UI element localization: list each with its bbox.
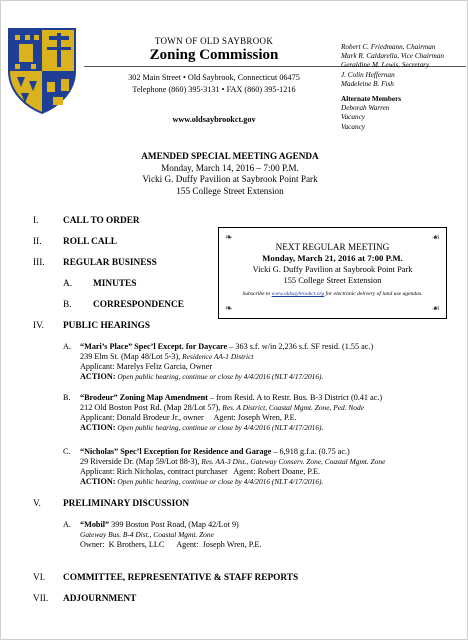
town-seal-logo	[7, 27, 77, 115]
hearing-address: 212 Old Boston Post Rd. (Map 28/Lot 57),	[80, 403, 221, 412]
agenda-street: 155 College Street Extension	[176, 185, 284, 196]
section-number: VI.	[33, 573, 46, 583]
subscribe-suffix: for electronic delivery of land use agendas.	[325, 291, 423, 297]
hearing-address: 29 Riverside Dr. (Map 59/Lot 88-3),	[80, 457, 200, 466]
agenda-date: Monday, March 14, 2016 – 7:00 P.M.	[161, 162, 299, 173]
hearing-name: “Brodeur” Zoning Map Amendment	[80, 393, 208, 402]
members-list	[341, 43, 466, 132]
member-name: Robert C. Friedmann, Chairman	[341, 43, 436, 51]
action-label: ACTION:	[80, 477, 116, 486]
section-adjournment: ADJOURNMENT	[63, 594, 137, 604]
town-name: TOWN OF OLD SAYBROOK	[154, 36, 274, 46]
section-number: II.	[33, 237, 42, 247]
ornament-icon: ☙	[431, 232, 440, 242]
office-phone: Telephone (860) 395-3131 • FAX (860) 395-1216	[132, 85, 296, 94]
discussion-owner: Owner: K Brothers, LLC Agent: Joseph Wren, P.E.	[80, 540, 262, 549]
hearing-applicant: Applicant: Marelys Feliz Garcia, Owner	[80, 362, 213, 371]
member-name: Geraldine M. Lewis, Secretary	[341, 61, 430, 70]
subsection-letter: B.	[63, 300, 72, 310]
subscribe-link[interactable]: www.oldsaybrookct.org	[271, 291, 325, 297]
section-number: IV.	[33, 321, 44, 331]
hearing-letter: B.	[63, 393, 71, 402]
section-call-to-order: CALL TO ORDER	[63, 216, 140, 226]
subscribe-prefix: Subscribe to	[242, 291, 271, 297]
agenda-location: Vicki G. Duffy Pavilion at Saybrook Point Park	[142, 174, 318, 184]
hearing-zone: Res. AA-3 Dist., Gateway Conserv. Zone, Coastal Mgmt. Zone	[199, 457, 386, 466]
discussion-item	[80, 520, 440, 550]
next-meeting-box	[218, 227, 447, 319]
hearing-desc: – 6,918 g.f.a. (0.75 ac.)	[271, 447, 350, 456]
section-roll-call: ROLL CALL	[63, 237, 117, 247]
discussion-letter: A.	[63, 520, 71, 529]
hearing-zone: Res. A District, Coastal Mgmt. Zone, Ped. Node	[220, 403, 364, 412]
hearing-letter: A.	[63, 342, 71, 351]
agenda-header	[40, 151, 420, 197]
section-number: I.	[33, 216, 39, 226]
hearing-name: “Nicholas” Spec’l Exception for Residence and Garage	[80, 447, 272, 456]
office-address: 302 Main Street • Old Saybrook, Connecticut 06475	[128, 73, 300, 82]
discussion-zone: Gateway Bus. B-4 Dist., Coastal Mgmt. Zone	[80, 530, 214, 539]
section-number: V.	[33, 499, 41, 509]
member-name: Madeleine B. Fish	[341, 79, 394, 88]
subsection-correspondence: CORRESPONDENCE	[93, 300, 184, 310]
next-meeting-heading: NEXT REGULAR MEETING	[275, 242, 390, 252]
action-label: ACTION:	[80, 372, 116, 381]
alternate-name: Deborah Warren	[341, 104, 390, 113]
subsection-letter: A.	[63, 279, 73, 289]
member-name: Mark R. Caldarella, Vice Chairman	[341, 52, 445, 61]
action-label: ACTION:	[80, 423, 116, 432]
hearing-name: “Mari’s Place” Spec’l Except. for Daycare	[80, 342, 228, 351]
section-number: III.	[33, 258, 45, 268]
hearing-desc: – 363 s.f. w/in 2,236 s.f. SF resid. (1.55 ac.)	[227, 342, 374, 351]
member-name: J. Colin Heffernan	[341, 70, 395, 79]
discussion-name: “Mobil”	[80, 520, 110, 529]
hearing-action: Open public hearing, continue or close by 4/4/2016 (NLT 4/17/2016).	[115, 372, 324, 381]
ornament-icon: ❧	[225, 303, 233, 313]
hearing-action: Open public hearing, continue or close by 4/4/2016 (NLT 4/17/2016).	[115, 423, 324, 432]
agenda-title: AMENDED SPECIAL MEETING AGENDA	[141, 151, 319, 161]
alternate-name: Vacancy	[341, 122, 365, 131]
hearing-zone: Residence AA-1 District	[180, 352, 254, 361]
subsection-minutes: MINUTES	[93, 279, 137, 289]
next-meeting-location: Vicki G. Duffy Pavilion at Saybrook Point Park	[252, 265, 413, 274]
hearing-item	[80, 342, 460, 382]
hearing-letter: C.	[63, 447, 71, 456]
discussion-desc: 399 Boston Post Road, (Map 42/Lot 9)	[109, 520, 239, 529]
commission-title: Zoning Commission	[149, 47, 279, 63]
alternates-heading: Alternate Members	[341, 95, 402, 104]
section-public-hearings: PUBLIC HEARINGS	[63, 321, 151, 331]
hearing-item	[80, 393, 460, 433]
section-regular-business: REGULAR BUSINESS	[63, 258, 157, 268]
hearing-desc: – from Resid. A to Restr. Bus. B-3 District (0.41 ac.)	[207, 393, 383, 402]
alternate-name: Vacancy	[341, 113, 365, 122]
hearing-item	[80, 447, 460, 487]
subscribe-note	[219, 289, 446, 300]
hearing-address: 239 Elm St. (Map 48/Lot 5-3),	[80, 352, 181, 361]
next-meeting-date: Monday, March 21, 2016 at 7:00 P.M.	[262, 253, 403, 263]
ornament-icon: ❧	[225, 232, 233, 242]
website-link[interactable]: www.oldsaybrookct.gov	[172, 115, 256, 124]
ornament-icon: ☙	[431, 303, 440, 313]
next-meeting-street: 155 College Street Extension	[283, 276, 382, 285]
hearing-applicant: Applicant: Rich Nicholas, contract purchaser Agent: Robert Doane, P.E.	[80, 467, 321, 476]
hearing-action: Open public hearing, continue or close by 4/4/2016 (NLT 4/17/2016).	[115, 477, 324, 486]
section-preliminary-discussion: PRELIMINARY DISCUSSION	[63, 499, 190, 509]
section-committee-reports: COMMITTEE, REPRESENTATIVE & STAFF REPORTS	[63, 573, 299, 583]
hearing-applicant: Applicant: Donald Brodeur Jr., owner Agent: Joseph Wren, P.E.	[80, 413, 297, 422]
section-number: VII.	[33, 594, 49, 604]
